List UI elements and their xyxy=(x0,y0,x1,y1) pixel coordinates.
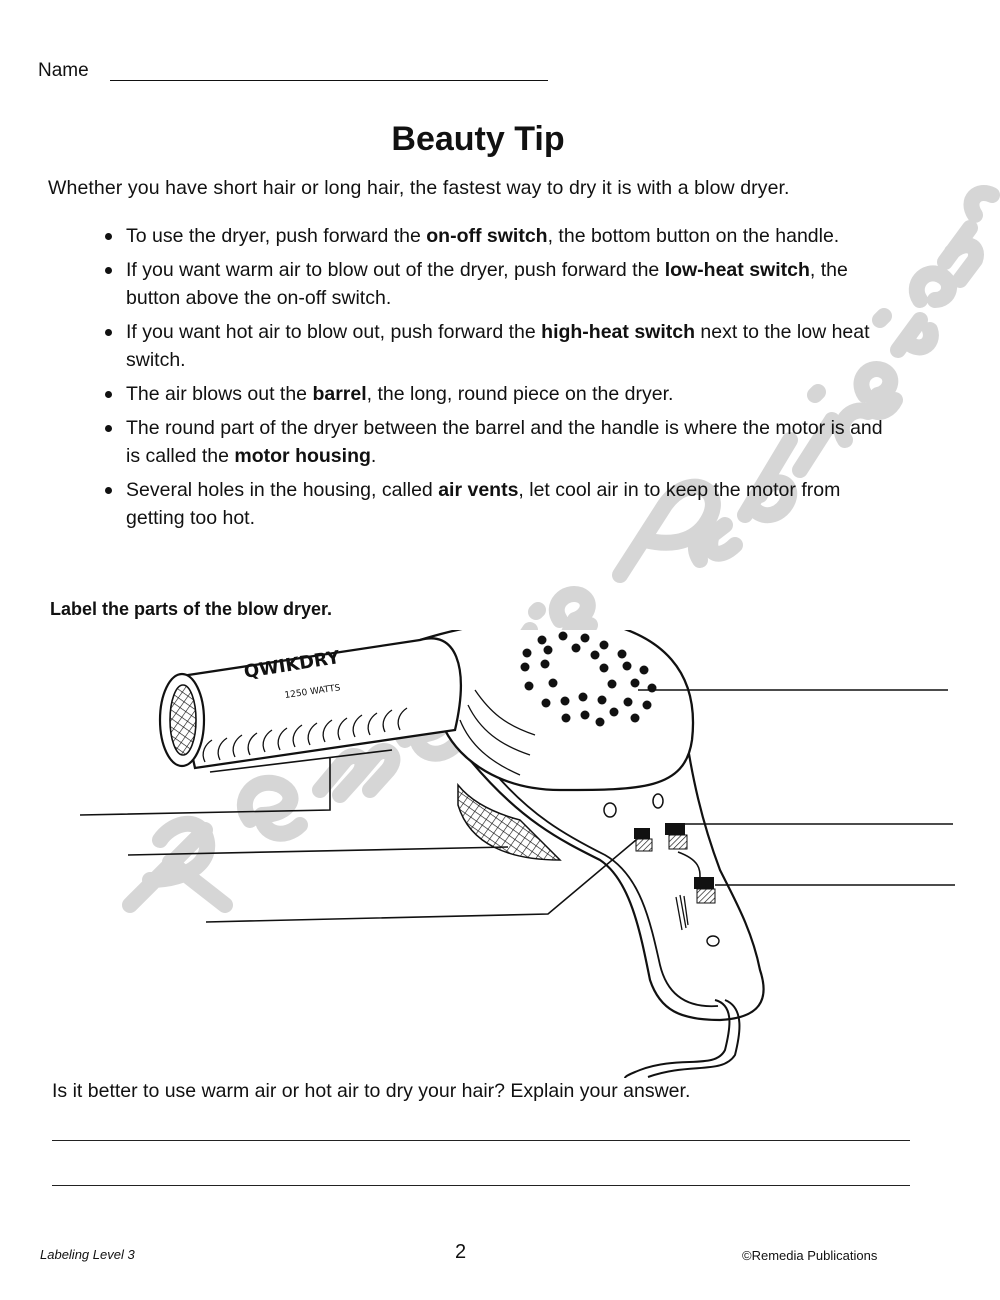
list-item xyxy=(100,222,900,250)
list-item-text: , the button above the on-off switch. xyxy=(126,259,848,309)
blow-dryer-diagram xyxy=(0,630,1000,1080)
list-item xyxy=(100,380,900,408)
name-input-line[interactable] xyxy=(110,80,548,81)
list-item xyxy=(100,256,900,312)
list-item-text: The round part of the dryer between the barrel and the handle is where the motor is and is called the xyxy=(126,417,883,467)
list-item-text: next to the low heat switch. xyxy=(126,321,870,371)
instruction-list xyxy=(100,222,900,538)
footer-series-label: Labeling Level 3 xyxy=(40,1247,135,1262)
diagram-heading: Label the parts of the blow dryer. xyxy=(50,599,333,619)
on-off-switch xyxy=(694,877,715,903)
list-item-text: . xyxy=(370,445,377,467)
blank-rear-filter xyxy=(128,847,508,855)
term: air vents xyxy=(438,479,519,501)
list-item xyxy=(100,318,900,374)
page-number: 2 xyxy=(455,1241,467,1263)
name-label: Name xyxy=(38,60,89,81)
list-item-text: , let cool air in to keep the motor from getting too hot. xyxy=(126,479,841,529)
list-item-text: If you want hot air to blow out, push forward the xyxy=(126,321,542,343)
term: barrel xyxy=(312,383,367,405)
footer-copyright: ©Remedia Publications xyxy=(742,1248,878,1263)
low-heat-switch xyxy=(634,828,652,851)
question-text: Is it better to use warm air or hot air to dry your hair? Explain your answer. xyxy=(52,1080,691,1102)
list-item-text: The air blows out the xyxy=(126,383,313,405)
term: high-heat switch xyxy=(541,321,695,343)
list-item-text: To use the dryer, push forward the xyxy=(126,225,427,247)
list-item xyxy=(100,476,900,532)
intro-paragraph: Whether you have short hair or long hair, the fastest way to dry it is with a blow dryer. xyxy=(48,177,790,199)
answer-line-1[interactable] xyxy=(52,1140,910,1141)
term: motor housing xyxy=(234,445,371,467)
brand-logo: QWIKDRY xyxy=(242,647,342,683)
list-item-text: If you want warm air to blow out of the dryer, push forward the xyxy=(126,259,665,281)
list-item-text: , the long, round piece on the dryer. xyxy=(366,383,674,405)
page-title: Beauty Tip xyxy=(391,120,565,158)
list-item xyxy=(100,414,900,470)
answer-line-2[interactable] xyxy=(52,1185,910,1186)
motor-housing xyxy=(420,630,693,790)
term: low-heat switch xyxy=(664,259,810,281)
list-item-text: Several holes in the housing, called xyxy=(126,479,439,501)
wattage-label: 1250 WATTS xyxy=(284,683,342,701)
list-item-text: , the bottom button on the handle. xyxy=(547,225,840,247)
term: on-off switch xyxy=(426,225,548,247)
